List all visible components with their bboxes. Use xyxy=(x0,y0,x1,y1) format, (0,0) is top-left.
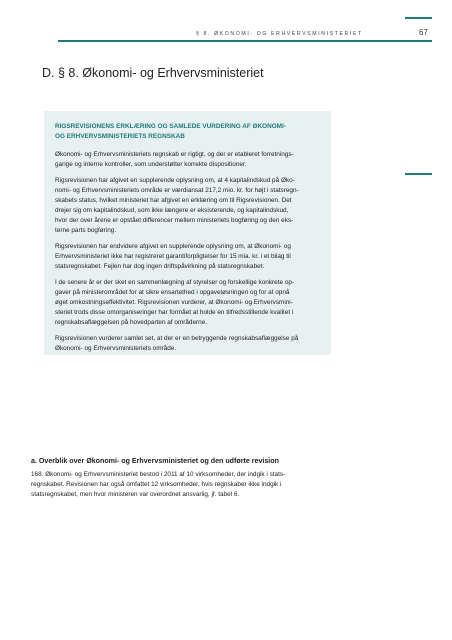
text-line: regnskabsaflæggelsen på hovedparten af områderne. xyxy=(55,319,208,326)
text-line: statsregnskabet, men hvor ministeren var overordnet ansvarlig, jf. tabel 6. xyxy=(31,491,240,498)
chapter-title: D. § 8. Økonomi- og Erhvervsministeriet xyxy=(42,66,264,80)
box-heading xyxy=(55,122,320,142)
text-line: I de senere år er der sket en sammenlægning af styrelser og forskellige konkrete op- xyxy=(55,279,295,286)
text-line: steriet trods disse omorganiseringer har formået at holde en tilfredsstillende kvalitet i xyxy=(55,309,294,316)
box-paragraph xyxy=(55,176,320,236)
text-line: regnskabet. Revisionen har også omfattet 12 virksomheder, hvis regnskaber ikke indgik i xyxy=(31,481,282,488)
text-line: 168. Økonomi- og Erhvervsministeriet bestod i 2011 af 10 virksomheder, der indgik i stats- xyxy=(31,471,286,478)
text-line: Rigsrevisionen vurderer samlet set, at der er en betryggende regnskabsaflæggelse på xyxy=(55,335,299,342)
section-paragraph xyxy=(31,470,285,500)
text-line: hvor der over årene er opstået differencer mellem ministeriets bogføring og den eks- xyxy=(55,217,294,224)
text-line: drejer sig om kapitalindskud, som ikke længere er eksisterende, og kapitalindskud, xyxy=(55,207,289,214)
box-paragraph xyxy=(55,278,320,328)
running-header: § 8. ØKONOMI- OG ERHVERVSMINISTERIET xyxy=(196,31,363,37)
section-heading: a. Overblik over Økonomi- og Erhvervsministeriet og den udførte revision xyxy=(31,457,279,465)
box-paragraph xyxy=(55,150,320,170)
text-line: øget omkostningseffektivitet. Rigsrevisionen vurderer, at Økonomi- og Erhvervsmini- xyxy=(55,299,293,306)
header-accent-rule xyxy=(405,17,432,19)
text-line: nomi- og Erhvervsministeriets område er værdiansat 217,2 mio. kr. for højt i statsregn- xyxy=(55,187,299,194)
text-line: Rigsrevisionen har afgivet en supplerende oplysning om, at 4 kapitalindskud på Øko- xyxy=(55,177,295,184)
box-paragraph xyxy=(55,334,320,354)
text-line: Erhvervsministeriet ikke har registreret garantiforpligtelser for 15 mia. kr. i et bilag til xyxy=(55,253,291,260)
text-line: gaver på ministerområdet for at sikre ensartethed i opgaveløsningen og for at opnå xyxy=(55,289,290,296)
page-number: 67 xyxy=(419,28,428,37)
margin-marker-rule xyxy=(405,173,432,175)
text-line: statsregnskabet. Fejlen har dog ingen driftspåvirkning på statsregnskabet. xyxy=(55,263,265,270)
text-line: skabets status, hvilket ministeriet har afgivet en erklæring om til Rigsrevisionen. Det xyxy=(55,197,292,204)
text-line: Økonomi- og Erhvervsministeriets regnskab er rigtigt, og der er etableret forretnings- xyxy=(55,151,294,158)
header-underline-rule xyxy=(58,40,432,42)
box-heading-line: OG ERHVERVSMINISTERIETS REGNSKAB xyxy=(55,133,185,140)
text-line: Økonomi- og Erhvervsministeriets område. xyxy=(55,345,177,352)
auditor-statement-box xyxy=(44,111,331,355)
box-paragraph xyxy=(55,242,320,272)
text-line: Rigsrevisionen har endvidere afgivet en supplerende oplysning om, at Økonomi- og xyxy=(55,243,291,250)
text-line: terne parts bogføring. xyxy=(55,227,117,234)
text-line: gange og interne kontroller, som understøtter korrekte dispositioner. xyxy=(55,161,247,168)
box-heading-line: RIGSREVISIONENS ERKLÆRING OG SAMLEDE VURDERING AF ØKONOMI- xyxy=(55,123,286,130)
